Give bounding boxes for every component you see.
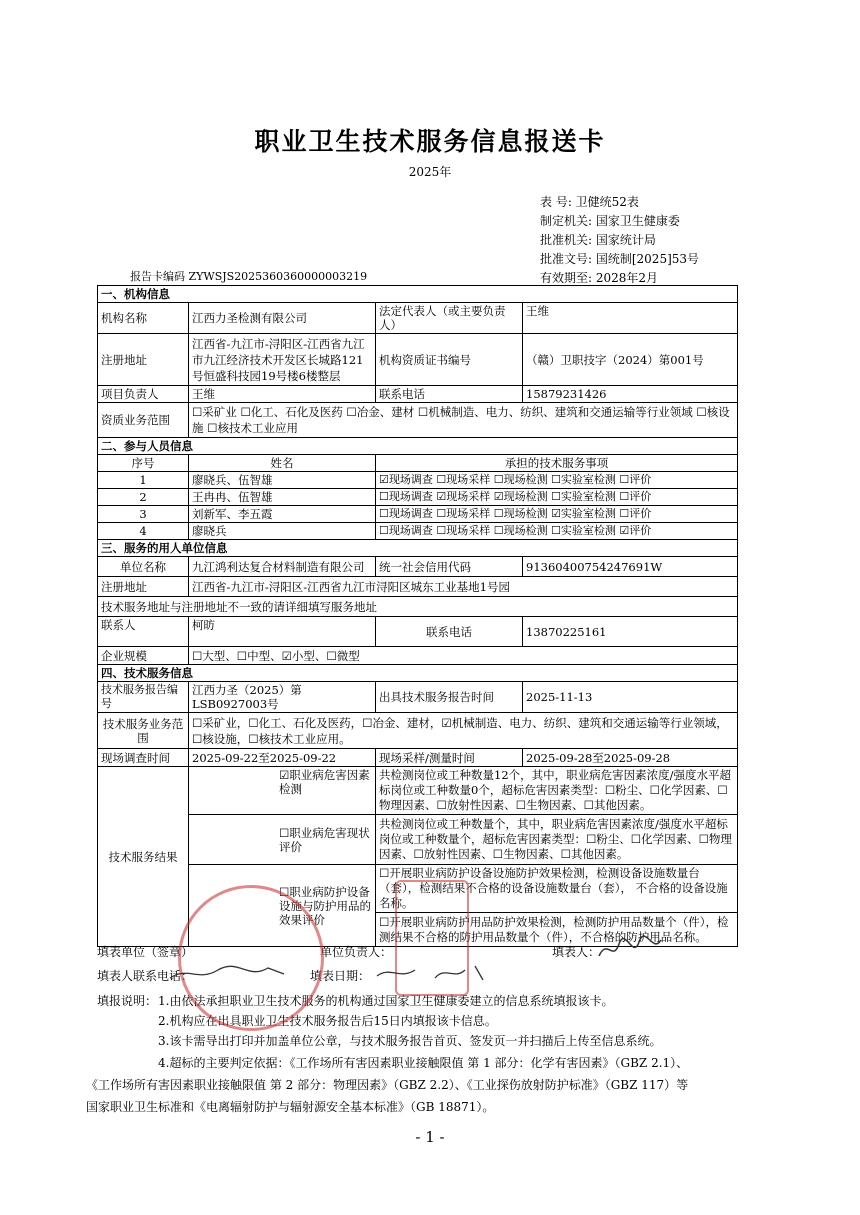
staff-task: ☑现场调查 ☐现场采样 ☐现场检测 ☐实验室检测 ☐评价: [376, 472, 738, 489]
meta-issuer: 制定机关: 国家卫生健康委: [540, 214, 680, 228]
org-name-value: 江西力圣检测有限公司: [189, 303, 376, 334]
qual-scope-label: 资质业务范围: [98, 403, 189, 438]
employer-name-value: 九江鸿利达复合材料制造有限公司: [189, 557, 376, 577]
survey-time-label: 现场调查时间: [98, 749, 189, 767]
employer-address-value: 江西省-九江市-浔阳区-江西省九江市浔阳区城东工业基地1号园: [189, 577, 738, 597]
table-row: [98, 489, 738, 506]
table-row: [98, 506, 738, 523]
result-protection-label: ☐职业病防护设备设施与防护用品的效果评价: [189, 865, 376, 947]
project-lead-value: 王维: [189, 386, 376, 403]
report-time-value: 2025-11-13: [523, 682, 738, 713]
staff-name: 廖晓兵: [189, 523, 376, 540]
note-4-cont: 《工作场所有害因素职业接触限值 第 2 部分：物理因素》（GBZ 2.2）、《工业探伤放射防护标准》（GBZ 117）等: [86, 1078, 689, 1092]
note-1: 1.由依法承担职业卫生技术服务的机构通过国家卫生健康委建立的信息系统填报该卡。: [158, 994, 614, 1008]
section-service-heading: 四、技术服务信息: [98, 665, 738, 682]
official-seal: [178, 885, 324, 1031]
cert-no-value: （赣）卫职技字（2024）第001号: [523, 334, 738, 386]
staff-task: ☐现场调查 ☐现场采样 ☐现场检测 ☑实验室检测 ☐评价: [376, 506, 738, 523]
contact-phone-value: 13870225161: [523, 617, 738, 647]
contact-phone-label: 联系电话: [376, 617, 523, 647]
staff-header-name: 姓名: [189, 455, 376, 472]
staff-task: ☐现场调查 ☑现场采样 ☑现场检测 ☐实验室检测 ☐评价: [376, 489, 738, 506]
section-staff-heading: 二、参与人员信息: [98, 438, 738, 455]
staff-no: 1: [98, 472, 189, 489]
survey-time-value: 2025-09-22至2025-09-22: [189, 749, 376, 767]
staff-no: 4: [98, 523, 189, 540]
report-time-label: 出具技术服务报告时间: [376, 682, 523, 713]
report-form: [97, 285, 738, 947]
employer-name-label: 单位名称: [98, 557, 189, 577]
result-evaluation-label: ☐职业病危害现状评价: [189, 815, 376, 865]
report-code: 报告卡编码 ZYWSJS2025360360000003219: [130, 270, 368, 283]
note-4-cont2: 国家职业卫生标准和《电离辐射防护与辐射源安全基本标准》（GB 18871）。: [86, 1100, 495, 1114]
service-scope-value: ☐采矿业，☐化工、石化及医药，☐冶金、建材，☑机械制造、电力、纺织、建筑和交通运输等行业领域，☐核设施，☐核技术工业应用。: [189, 713, 738, 749]
filler-label: 填表人：: [552, 945, 601, 959]
company-size-label: 企业规模: [98, 647, 189, 665]
fill-date-label: 填表日期：: [310, 969, 371, 983]
org-address-label: 注册地址: [98, 334, 189, 386]
employer-address-label: 注册地址: [98, 577, 189, 597]
fill-unit-label: 填表单位（签章）: [97, 945, 194, 959]
result-evaluation-value: 共检测岗位或工种数量个，其中，职业病危害因素浓度/强度水平超标岗位或工种数量个，超标危害因素类型：☐粉尘、☐化学因素、☐物理因素、☐放射性因素、☐生物因素、☐其他因素。: [376, 815, 738, 865]
staff-header-no: 序号: [98, 455, 189, 472]
credit-code-label: 统一社会信用代码: [376, 557, 523, 577]
staff-task: ☐现场调查 ☐现场采样 ☐现场检测 ☐实验室检测 ☑评价: [376, 523, 738, 540]
contact-value: 柯昉: [189, 617, 376, 647]
project-lead-label: 项目负责人: [98, 386, 189, 403]
note-3: 3.该卡需导出打印并加盖单位公章，与技术服务报告首页、签发页一并扫描后上传至信息系统。: [158, 1034, 662, 1048]
filler-signature: [595, 932, 665, 966]
unit-head-label: 单位负责人：: [320, 945, 393, 959]
result-equipment-value: ☐开展职业病防护设备设施防护效果检测，检测设备设施数量台（套），检测结果不合格的设备设施数量台（套）， 不合格的设备设施名称。: [376, 865, 738, 913]
contact-label: 联系人: [98, 617, 189, 647]
org-phone-label: 联系电话: [376, 386, 523, 403]
document-title: 职业卫生技术服务信息报送卡: [254, 127, 606, 156]
result-detection-label: ☑职业病危害因素检测: [189, 767, 376, 815]
staff-no: 2: [98, 489, 189, 506]
staff-name: 王冉冉、伍智雄: [189, 489, 376, 506]
staff-name: 廖晓兵、伍智雄: [189, 472, 376, 489]
service-result-label: 技术服务结果: [98, 767, 189, 947]
result-ppe-value: ☐开展职业病防护用品防护效果检测，检测防护用品数量个（件），检测结果不合格的防护用品数量个（件），不合格的防护用品名称。: [376, 913, 738, 947]
cert-no-label: 机构资质证书编号: [376, 334, 523, 386]
service-address-label: 技术服务地址与注册地址不一致的请详细填写服务地址: [98, 597, 738, 617]
meta-valid-until: 有效期至: 2028年2月: [540, 271, 659, 285]
notes-label: 填报说明：: [97, 994, 158, 1008]
org-name-label: 机构名称: [98, 303, 189, 334]
credit-code-value: 91360400754247691W: [523, 557, 738, 577]
meta-form-no: 表 号: 卫健统52表: [540, 195, 639, 209]
report-no-label: 技术服务报告编号: [98, 682, 189, 713]
result-detection-value: 共检测岗位或工种数量12个，其中，职业病危害因素浓度/强度水平超标岗位或工种数量0个，超标危害因素类型：☐粉尘、☐化学因素、☐物理因素、☐放射性因素、☐生物因素、☐其他因素。: [376, 767, 738, 815]
table-row: [98, 523, 738, 540]
meta-approval-no: 批准文号: 国统制[2025]53号: [540, 252, 700, 266]
document-year: 2025年: [408, 165, 452, 179]
sampling-time-value: 2025-09-28至2025-09-28: [523, 749, 738, 767]
table-row: [98, 472, 738, 489]
legal-rep-label: 法定代表人（或主要负责人）: [376, 303, 523, 334]
handwritten-phone: [168, 960, 288, 986]
page-number: - 1 -: [415, 1128, 445, 1146]
report-no-value: 江西力圣（2025）第LSB0927003号: [189, 682, 376, 713]
org-phone-value: 15879231426: [523, 386, 738, 403]
sampling-time-label: 现场采样/测量时间: [376, 749, 523, 767]
note-4: 4.超标的主要判定依据：《工作场所有害因素职业接触限值 第 1 部分：化学有害因素》（GBZ 2.1）、: [158, 1056, 689, 1070]
legal-rep-value: 王维: [523, 303, 738, 334]
staff-header-task: 承担的技术服务事项: [376, 455, 738, 472]
company-size-value: ☐大型、☐中型、☑小型、☐微型: [189, 647, 738, 665]
staff-name: 刘新军、李五霞: [189, 506, 376, 523]
staff-no: 3: [98, 506, 189, 523]
qual-scope-value: ☐采矿业 ☐化工、石化及医药 ☐冶金、建材 ☐机械制造、电力、纺织、建筑和交通运输等行业领域 ☐核设施 ☐核技术工业应用: [189, 403, 738, 438]
section-org-heading: 一、机构信息: [98, 286, 738, 303]
meta-approver: 批准机关: 国家统计局: [540, 233, 656, 247]
note-2: 2.机构应在出具职业卫生技术服务报告后15日内填报该卡信息。: [158, 1014, 497, 1028]
filler-phone-label: 填表人联系电话：: [97, 969, 194, 983]
service-scope-label: 技术服务业务范围: [98, 713, 189, 749]
org-address-value: 江西省-九江市-浔阳区-江西省九江市九江经济技术开发区长城路121号恒盛科技园19号楼6楼整层: [189, 334, 376, 386]
section-employer-heading: 三、服务的用人单位信息: [98, 540, 738, 557]
handwritten-date: [375, 960, 495, 986]
